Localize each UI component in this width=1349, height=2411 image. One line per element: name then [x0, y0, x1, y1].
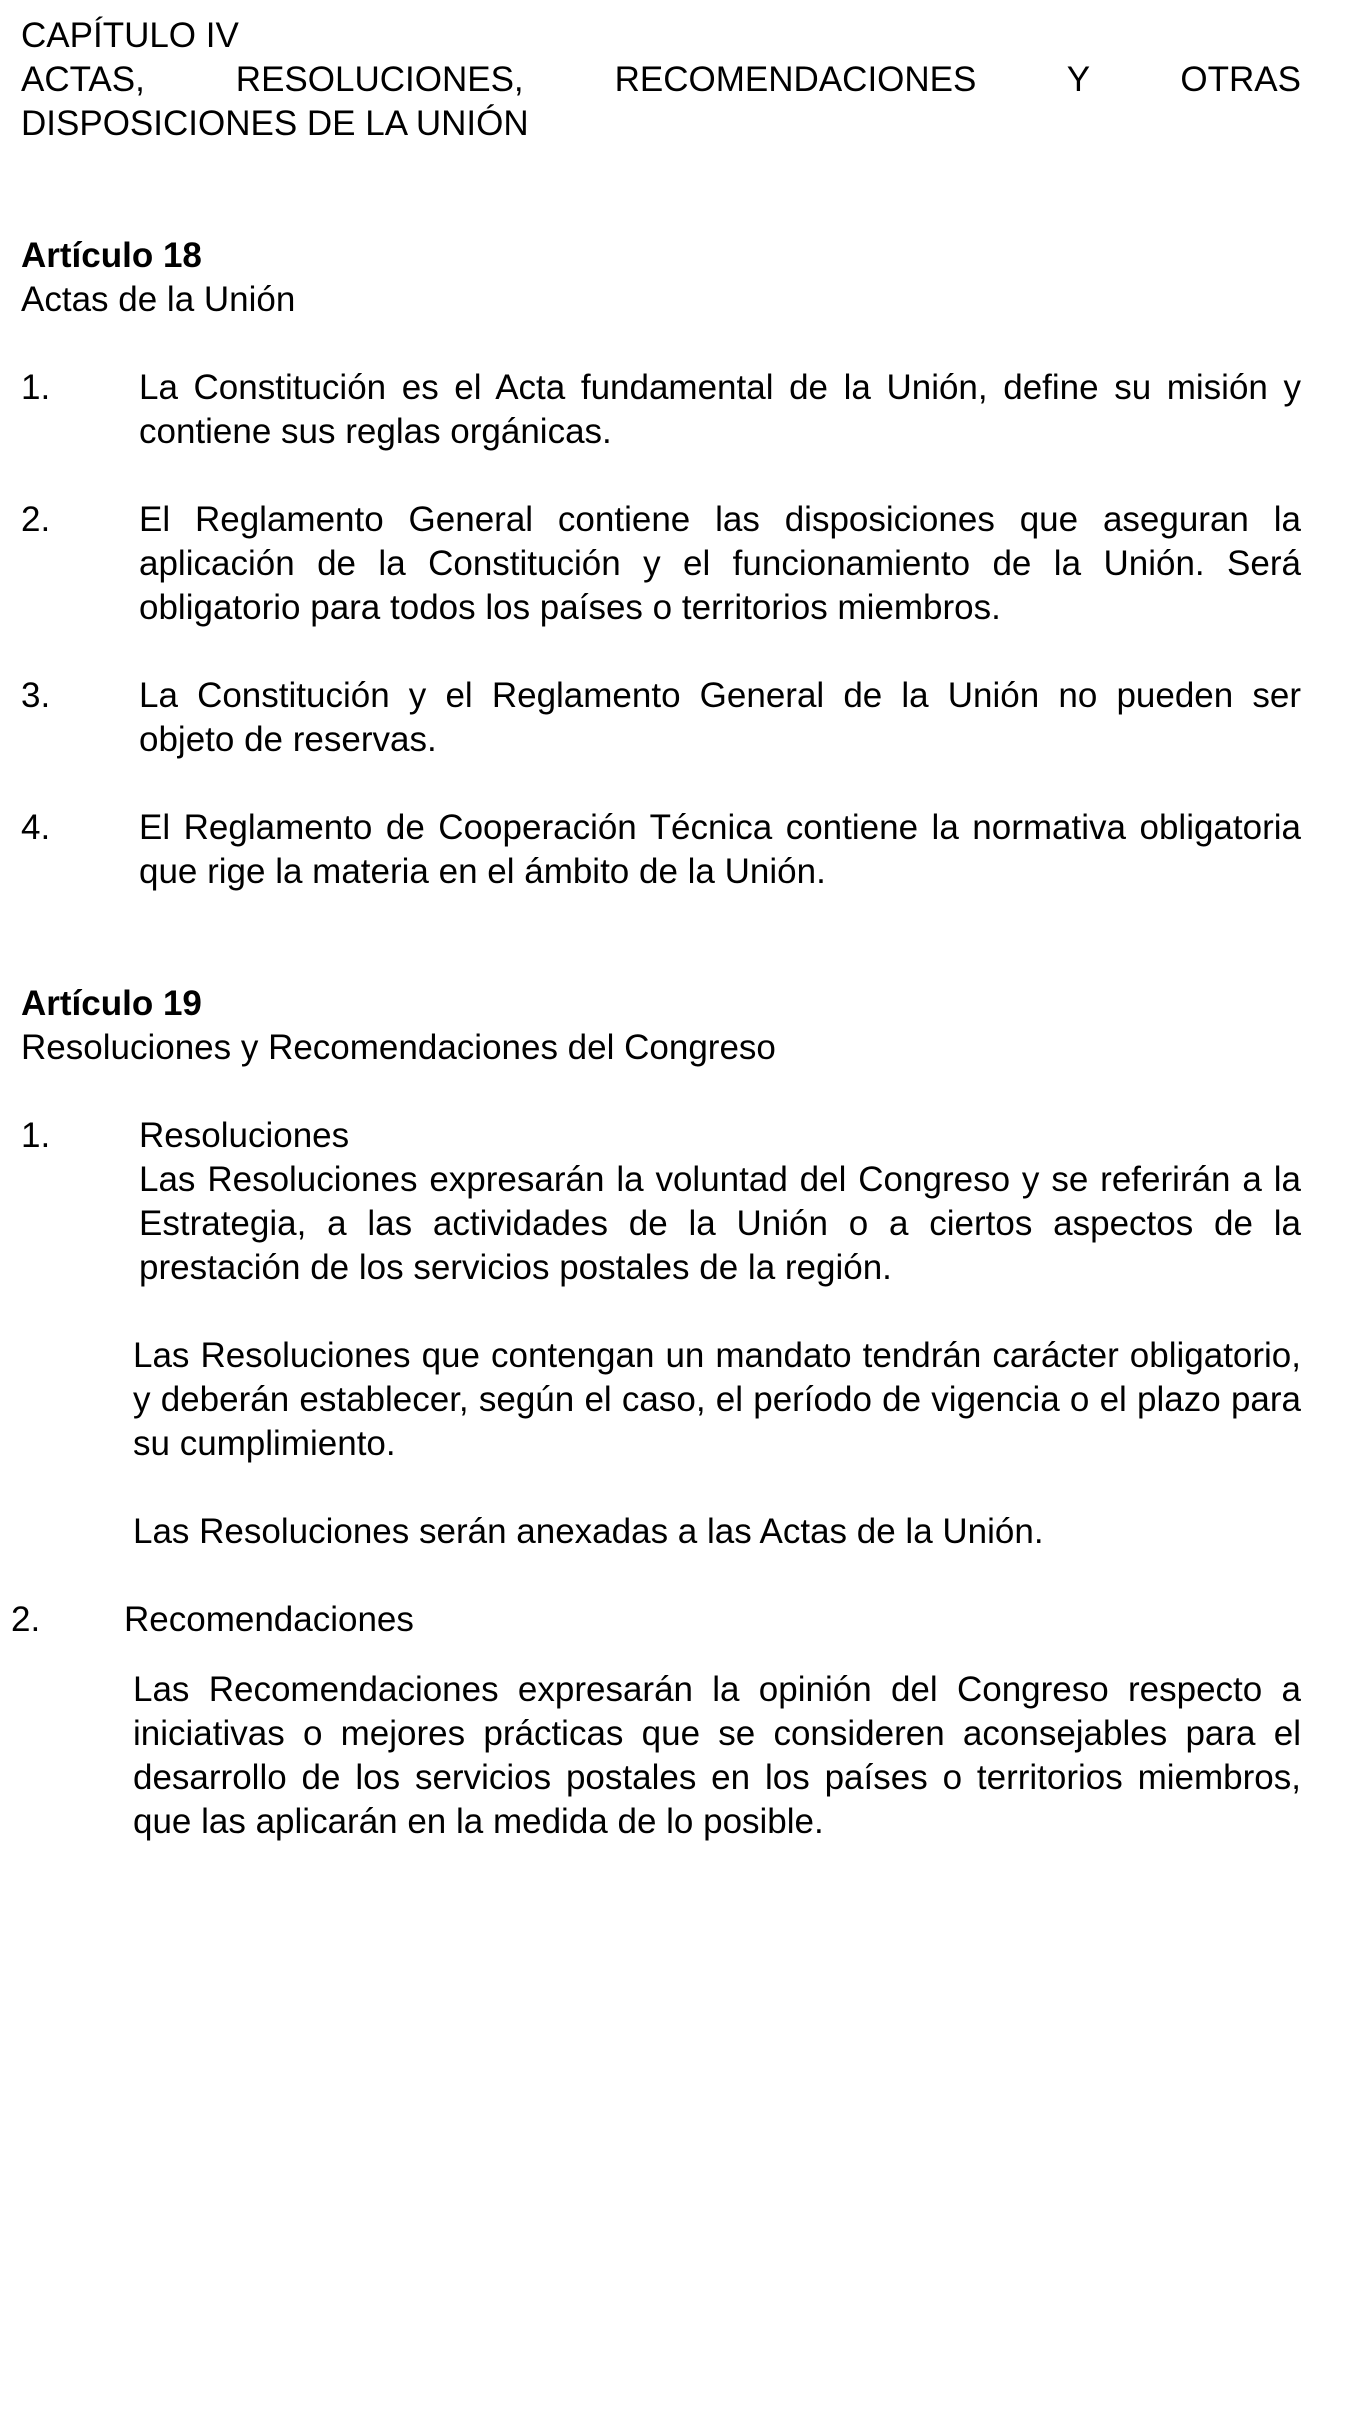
item-number: 4.: [21, 808, 51, 847]
item-number: 1.: [21, 368, 51, 407]
item-text: El Reglamento de Cooperación Técnica contiene la normativa obligatoria que rige la materia en el ámbito de la Unión.: [139, 808, 1301, 891]
chapter-header: [21, 14, 1301, 146]
item-title: Resoluciones: [139, 1116, 350, 1155]
article-19-item-1-para-2: Las Resoluciones que contengan un mandato tendrán carácter obligatorio, y deberán establecer, según el caso, el período de vigencia o el plazo para su cumplimiento.: [133, 1336, 1301, 1463]
chapter-number: CAPÍTULO IV: [21, 16, 239, 55]
article-19: [11, 982, 1301, 1844]
article-18-heading: Artículo 18: [21, 236, 202, 275]
item-title: Recomendaciones: [124, 1600, 414, 1639]
item-number: 1.: [21, 1116, 51, 1155]
article-19-item-2-text: Las Recomendaciones expresarán la opinión del Congreso respecto a iniciativas o mejores prácticas que se consideren aconsejables para el desarrollo de los servicios postales en los países o territorios miembros, que las aplicarán en la medida de lo posible.: [133, 1670, 1301, 1841]
article-18-item-1: [21, 366, 1301, 454]
article-19-heading: Artículo 19: [21, 984, 202, 1023]
item-number: 2.: [11, 1600, 41, 1639]
chapter-title-line2: DISPOSICIONES DE LA UNIÓN: [21, 104, 529, 143]
article-19-subtitle: Resoluciones y Recomendaciones del Congreso: [21, 1028, 776, 1067]
item-text: La Constitución es el Acta fundamental de la Unión, define su misión y contiene sus reglas orgánicas.: [139, 368, 1301, 451]
article-18-item-2: [21, 498, 1301, 630]
article-18-item-3: [21, 674, 1301, 762]
chapter-title-line1: ACTAS, RESOLUCIONES, RECOMENDACIONES Y OTRAS: [21, 60, 1301, 99]
item-number: 2.: [21, 500, 51, 539]
article-18-subtitle: Actas de la Unión: [21, 280, 296, 319]
article-19-item-1-para-3: Las Resoluciones serán anexadas a las Actas de la Unión.: [133, 1512, 1044, 1551]
article-18: [21, 234, 1301, 894]
article-19-item-2: [11, 1598, 1301, 1642]
article-19-item-1: [21, 1114, 1301, 1290]
document-page: [11, 14, 1301, 1888]
item-text: Las Resoluciones expresarán la voluntad del Congreso y se referirán a la Estrategia, a las actividades de la Unión o a ciertos aspectos de la prestación de los servicios postales de la región.: [139, 1160, 1301, 1287]
item-text: El Reglamento General contiene las disposiciones que aseguran la aplicación de la Constitución y el funcionamiento de la Unión. Será obligatorio para todos los países o territorios miembros.: [139, 500, 1301, 627]
article-18-item-4: [21, 806, 1301, 894]
item-text: La Constitución y el Reglamento General de la Unión no pueden ser objeto de reservas.: [139, 676, 1301, 759]
item-number: 3.: [21, 676, 51, 715]
